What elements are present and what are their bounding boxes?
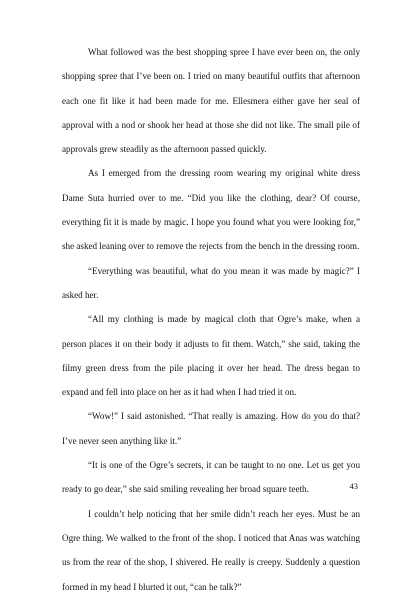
paragraph-7: I couldn’t help noticing that her smile didn’t reach her eyes. Must be an Ogre thing. We walked to the front of the shop. I noticed that Anas was watching us from the rear of the shop, I shivered. He really is creepy. Suddenly a question formed in my head I blurted it out, “can he talk?” bbox=[62, 508, 360, 592]
page-number: 43 bbox=[349, 481, 358, 491]
paragraph-5: “Wow!” I said astonished. “That really is amazing. How do you do that? I’ve never seen anything like it.” bbox=[62, 411, 360, 446]
paragraph-4: “All my clothing is made by magical cloth that Ogre’s make, when a person places it on their body it adjusts to fit them. Watch,” she said, taking the filmy green dress from the pile placing it over her head. The dress began to expand and fell into place on her as it had when I had tried it on. bbox=[62, 314, 360, 398]
paragraph-2: As I emerged from the dressing room wearing my original white dress Dame Suta hurried over to me. “Did you like the clothing, dear? Of course, everything fit it is made by magic. I hope you found what you were looking for,” she asked leaning over to remove the rejects from the bench in the dressing room. bbox=[62, 168, 360, 252]
paragraph-6: “It is one of the Ogre’s secrets, it can be taught to no one. Let us get you ready to go dear,” she said smiling revealing her broad square teeth. bbox=[62, 460, 360, 495]
paragraph-3: “Everything was beautiful, what do you mean it was made by magic?” I asked her. bbox=[62, 265, 360, 300]
body-text bbox=[62, 40, 360, 599]
paragraph-1: What followed was the best shopping spree I have ever been on, the only shopping spree that I’ve been on. I tried on many beautiful outfits that afternoon each one fit like it had been made for me. Ellesmera either gave her seal of approval with a nod or shook her head at those she did not like. The small pile of approvals grew steadily as the afternoon passed quickly. bbox=[62, 47, 360, 155]
